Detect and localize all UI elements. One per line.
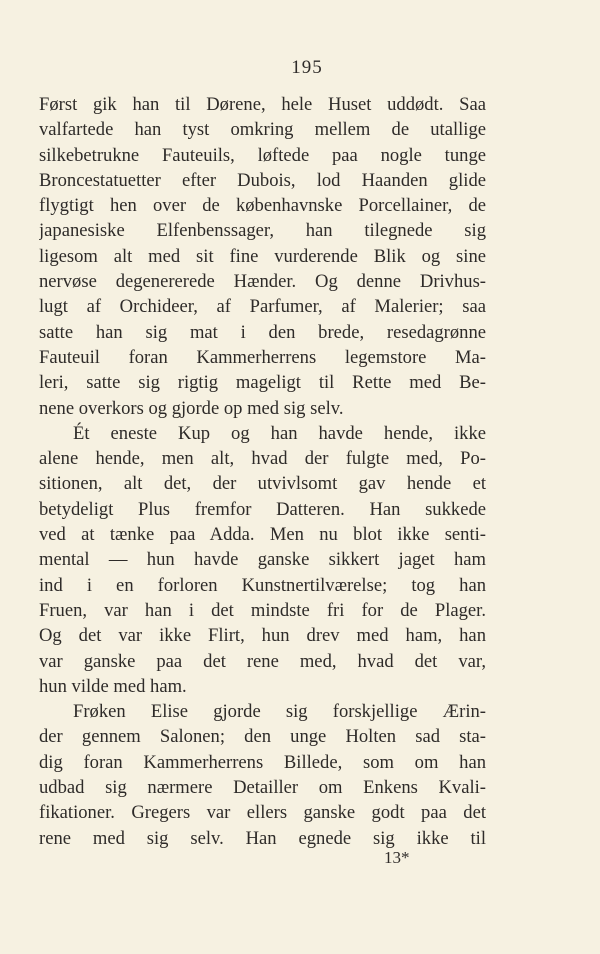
text-line: der gennem Salonen; den unge Holten sad sta- [39,726,486,748]
text-line: silkebetrukne Fauteuils, løftede paa nogle tunge [39,144,486,166]
text-line: ved at tænke paa Adda. Men nu blot ikke senti- [39,524,486,546]
text-line: ligesom alt med sit fine vurderende Blik og sine [39,245,486,267]
text-line: Broncestatuetter efter Dubois, lod Haanden glide [39,169,486,191]
text-line: ind i en forloren Kunstnertilværelse; tog han [39,574,486,596]
text-line: Først gik han til Dørene, hele Huset uddødt. Saa [39,94,486,115]
text-line: Ét eneste Kup og han havde hende, ikke [73,422,486,444]
text-line: valfartede han tyst omkring mellem de utallige [39,119,486,141]
text-line: sitionen, alt det, der utvivlsomt gav hende et [39,473,486,495]
paragraph-1 [39,92,486,421]
body-text [39,92,486,851]
printer-signature-mark: 13* [384,848,410,867]
text-line: lugt af Orchideer, af Parfumer, af Malerier; saa [39,296,486,318]
text-line: leri, satte sig rigtig mageligt til Rette med Be- [39,372,486,394]
paragraph-2 [39,421,486,699]
page-number: 195 [291,57,323,78]
text-line: fikationer. Gregers var ellers ganske godt paa det [39,802,486,824]
text-line: alene hende, men alt, hvad der fulgte med, Po- [39,448,486,470]
text-line: flygtigt hen over de københavnske Porcellainer, de [39,195,486,217]
text-line: mental — hun havde ganske sikkert jaget ham [39,549,486,571]
text-line: var ganske paa det rene med, hvad det var, [39,650,486,672]
text-line: dig foran Kammerherrens Billede, som om han [39,751,486,773]
text-line: rene med sig selv. Han egnede sig ikke til [39,827,486,849]
text-line: udbad sig nærmere Detailler om Enkens Kvali- [39,777,486,799]
text-line: hun vilde med ham. [39,675,187,697]
text-line: Og det var ikke Flirt, hun drev med ham, han [39,625,486,647]
text-line: betydeligt Plus fremfor Datteren. Han sukkede [39,498,486,520]
text-line: Frøken Elise gjorde sig forskjellige Ærin- [73,701,486,723]
text-line: Fruen, var han i det mindste fri for de Plager. [39,599,486,621]
text-line: nervøse degenererede Hænder. Og denne Drivhus- [39,271,486,293]
text-line: japanesiske Elfenbenssager, han tilegnede sig [39,220,486,242]
text-line: satte han sig mat i den brede, resedagrønne [39,321,486,343]
text-line: nene overkors og gjorde op med sig selv. [39,397,344,419]
text-line: Fauteuil foran Kammerherrens legemstore Ma- [39,346,486,368]
paragraph-3 [39,699,486,851]
